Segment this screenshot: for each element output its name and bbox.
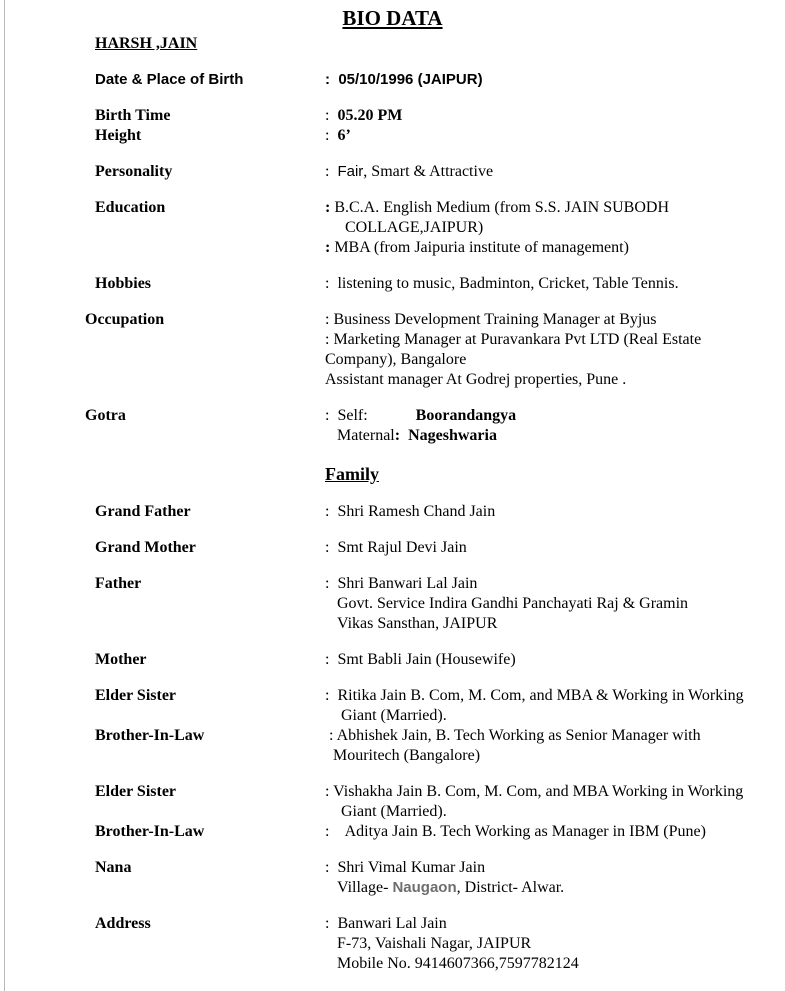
- personality-value: [325, 162, 785, 182]
- hobbies-line-1: [325, 274, 785, 294]
- grand-mother-label: Grand Mother: [95, 539, 196, 556]
- education-text-2-1: COLLAGE,JAIPUR): [325, 219, 484, 236]
- education-line-2: [325, 218, 785, 238]
- elder-sister-1-text-2-1: Giant (Married).: [325, 707, 447, 724]
- grand-mother-text-1-1: : Smt Rajul Devi Jain: [325, 539, 467, 556]
- occupation-value: [325, 310, 785, 390]
- education-text-3-1: :: [325, 239, 335, 256]
- occupation-line-4: [325, 370, 785, 390]
- address-line-2: [325, 934, 785, 954]
- row-brother-in-law-2: [95, 822, 785, 842]
- address-text-2-1: F-73, Vaishali Nagar, JAIPUR: [325, 935, 532, 952]
- gotra-value: [325, 406, 785, 446]
- grand-father-text-1-1: : Shri Ramesh Chand Jain: [325, 503, 496, 520]
- family-heading-row: [325, 462, 785, 486]
- brother-in-law-2-text-1-1: : Aditya Jain B. Tech Working as Manager in IBM (Pune): [325, 823, 706, 840]
- education-value: [325, 198, 785, 258]
- elder-sister-1-line-1: [325, 686, 785, 706]
- family-heading: Family: [325, 464, 379, 484]
- father-line-2: [325, 594, 785, 614]
- gotra-text-2-1: Maternal: [325, 427, 395, 444]
- row-education: [95, 198, 785, 258]
- row-elder-sister-1: [95, 686, 785, 726]
- nana-text-1-1: : Shri Vimal Kumar Jain: [325, 859, 486, 876]
- education-line-3: [325, 238, 785, 258]
- height-text-1-1: :: [325, 127, 338, 144]
- mother-line-1: [325, 650, 785, 670]
- birth-time-line-1: [325, 106, 785, 126]
- education-line-1: [325, 198, 785, 218]
- height-text-1-2: 6’: [337, 127, 351, 144]
- date-place-of-birth-label: Date & Place of Birth: [95, 71, 244, 88]
- address-label: Address: [95, 915, 151, 932]
- father-text-3-1: Vikas Sansthan, JAIPUR: [325, 615, 498, 632]
- nana-line-2: [325, 878, 785, 898]
- elder-sister-2-value: [325, 782, 785, 822]
- personality-label: Personality: [95, 163, 173, 180]
- elder-sister-2-line-1: [325, 782, 785, 802]
- education-label: Education: [95, 199, 166, 216]
- nana-value: [325, 858, 785, 898]
- row-father: [95, 574, 785, 634]
- birth-time-text-1-2: 05.20 PM: [337, 107, 403, 124]
- nana-label: Nana: [95, 859, 132, 876]
- rows-family: [0, 502, 785, 974]
- elder-sister-1-value: [325, 686, 785, 726]
- elder-sister-1-line-2: [325, 706, 785, 726]
- date-place-of-birth-line-1: [325, 70, 785, 90]
- hobbies-value: [325, 274, 785, 294]
- candidate-name: HARSH ,JAIN: [95, 35, 198, 52]
- occupation-label: Occupation: [85, 311, 165, 328]
- height-label: Height: [95, 127, 142, 144]
- mother-value: [325, 650, 785, 670]
- candidate-name-row: [95, 34, 785, 54]
- grand-father-value: [325, 502, 785, 522]
- hobbies-text-1-1: : listening to music, Badminton, Cricket, Table Tennis.: [325, 275, 679, 292]
- row-nana: [95, 858, 785, 898]
- height-value: [325, 126, 785, 146]
- nana-text-2-2: Naugaon: [392, 879, 457, 896]
- personality-text-1-3: , Smart & Attractive: [363, 163, 494, 180]
- brother-in-law-2-value: [325, 822, 785, 842]
- father-text-2-1: Govt. Service Indira Gandhi Panchayati Raj & Gramin: [325, 595, 689, 612]
- occupation-text-3-1: Company), Bangalore: [325, 351, 467, 368]
- address-line-1: [325, 914, 785, 934]
- occupation-text-1-1: : Business Development Training Manager at Byjus: [325, 311, 657, 328]
- personality-line-1: [325, 162, 785, 182]
- father-value: [325, 574, 785, 634]
- father-line-1: [325, 574, 785, 594]
- brother-in-law-1-text-1-1: : Abhishek Jain, B. Tech Working as Senior Manager with: [325, 727, 701, 744]
- row-address: [95, 914, 785, 974]
- elder-sister-1-label: Elder Sister: [95, 687, 177, 704]
- page-title-row: [0, 0, 785, 30]
- occupation-text-4-1: Assistant manager At Godrej properties, Pune .: [325, 371, 627, 388]
- brother-in-law-1-line-2: [325, 746, 785, 766]
- elder-sister-2-label: Elder Sister: [95, 783, 177, 800]
- row-grand-mother: [95, 538, 785, 558]
- row-grand-father: [95, 502, 785, 522]
- nana-line-1: [325, 858, 785, 878]
- left-edge-line: [4, 0, 5, 991]
- father-text-1-1: : Shri Banwari Lal Jain: [325, 575, 478, 592]
- gotra-text-2-4: Nageshwaria: [408, 427, 497, 444]
- occupation-text-2-1: : Marketing Manager at Puravankara Pvt LTD (Real Estate: [325, 331, 702, 348]
- row-gotra: [85, 406, 785, 446]
- address-value: [325, 914, 785, 974]
- date-place-of-birth-text-1-1: : 05/10/1996 (JAIPUR): [325, 71, 483, 88]
- page-title: BIO DATA: [342, 6, 443, 30]
- education-text-3-2: MBA (from Jaipuria institute of management): [334, 239, 629, 256]
- gotra-text-2-2: :: [394, 427, 401, 444]
- address-line-3: [325, 954, 785, 974]
- gotra-line-2: [325, 426, 785, 446]
- grand-mother-value: [325, 538, 785, 558]
- row-birth-time: [95, 106, 785, 126]
- personality-text-1-1: :: [325, 163, 338, 180]
- rows-personal: [0, 70, 785, 446]
- personality-text-1-2: Fair: [337, 163, 364, 180]
- elder-sister-2-line-2: [325, 802, 785, 822]
- father-line-3: [325, 614, 785, 634]
- date-place-of-birth-value: [325, 70, 785, 90]
- brother-in-law-2-label: Brother-In-Law: [95, 823, 205, 840]
- education-text-1-2: B.C.A. English Medium (from S.S. JAIN SUBODH: [334, 199, 670, 216]
- brother-in-law-2-line-1: [325, 822, 785, 842]
- row-personality: [95, 162, 785, 182]
- father-label: Father: [95, 575, 142, 592]
- nana-text-2-3: , District- Alwar.: [456, 879, 565, 896]
- education-text-1-1: :: [325, 199, 335, 216]
- gotra-text-1-2: Boorandangya: [415, 407, 517, 424]
- grand-mother-line-1: [325, 538, 785, 558]
- occupation-line-1: [325, 310, 785, 330]
- gotra-label: Gotra: [85, 407, 126, 424]
- brother-in-law-1-value: [325, 726, 785, 766]
- row-brother-in-law-1: [95, 726, 785, 766]
- row-mother: [95, 650, 785, 670]
- row-elder-sister-2: [95, 782, 785, 822]
- gotra-line-1: [325, 406, 785, 426]
- gotra-text-1-1: : Self:: [325, 407, 368, 424]
- birth-time-value: [325, 106, 785, 126]
- row-occupation: [85, 310, 785, 390]
- height-line-1: [325, 126, 785, 146]
- elder-sister-2-text-1-1: : Vishakha Jain B. Com, M. Com, and MBA Working in Working: [325, 783, 744, 800]
- gotra-text-2-3: [400, 427, 408, 444]
- row-height: [95, 126, 785, 146]
- occupation-line-3: [325, 350, 785, 370]
- address-text-1-1: : Banwari Lal Jain: [325, 915, 447, 932]
- occupation-line-2: [325, 330, 785, 350]
- hobbies-label: Hobbies: [95, 275, 152, 292]
- birth-time-text-1-1: :: [325, 107, 338, 124]
- birth-time-label: Birth Time: [95, 107, 171, 124]
- nana-text-2-1: Village-: [325, 879, 393, 896]
- brother-in-law-1-text-2-1: Mouritech (Bangalore): [325, 747, 481, 764]
- brother-in-law-1-line-1: [325, 726, 785, 746]
- elder-sister-1-text-1-1: : Ritika Jain B. Com, M. Com, and MBA & Working in Working: [325, 687, 744, 704]
- row-hobbies: [95, 274, 785, 294]
- grand-father-label: Grand Father: [95, 503, 191, 520]
- mother-label: Mother: [95, 651, 147, 668]
- address-text-3-1: Mobile No. 9414607366,7597782124: [325, 955, 579, 972]
- brother-in-law-1-label: Brother-In-Law: [95, 727, 205, 744]
- elder-sister-2-text-2-1: Giant (Married).: [325, 803, 447, 820]
- row-date-place-of-birth: [95, 70, 785, 90]
- mother-text-1-1: : Smt Babli Jain (Housewife): [325, 651, 516, 668]
- grand-father-line-1: [325, 502, 785, 522]
